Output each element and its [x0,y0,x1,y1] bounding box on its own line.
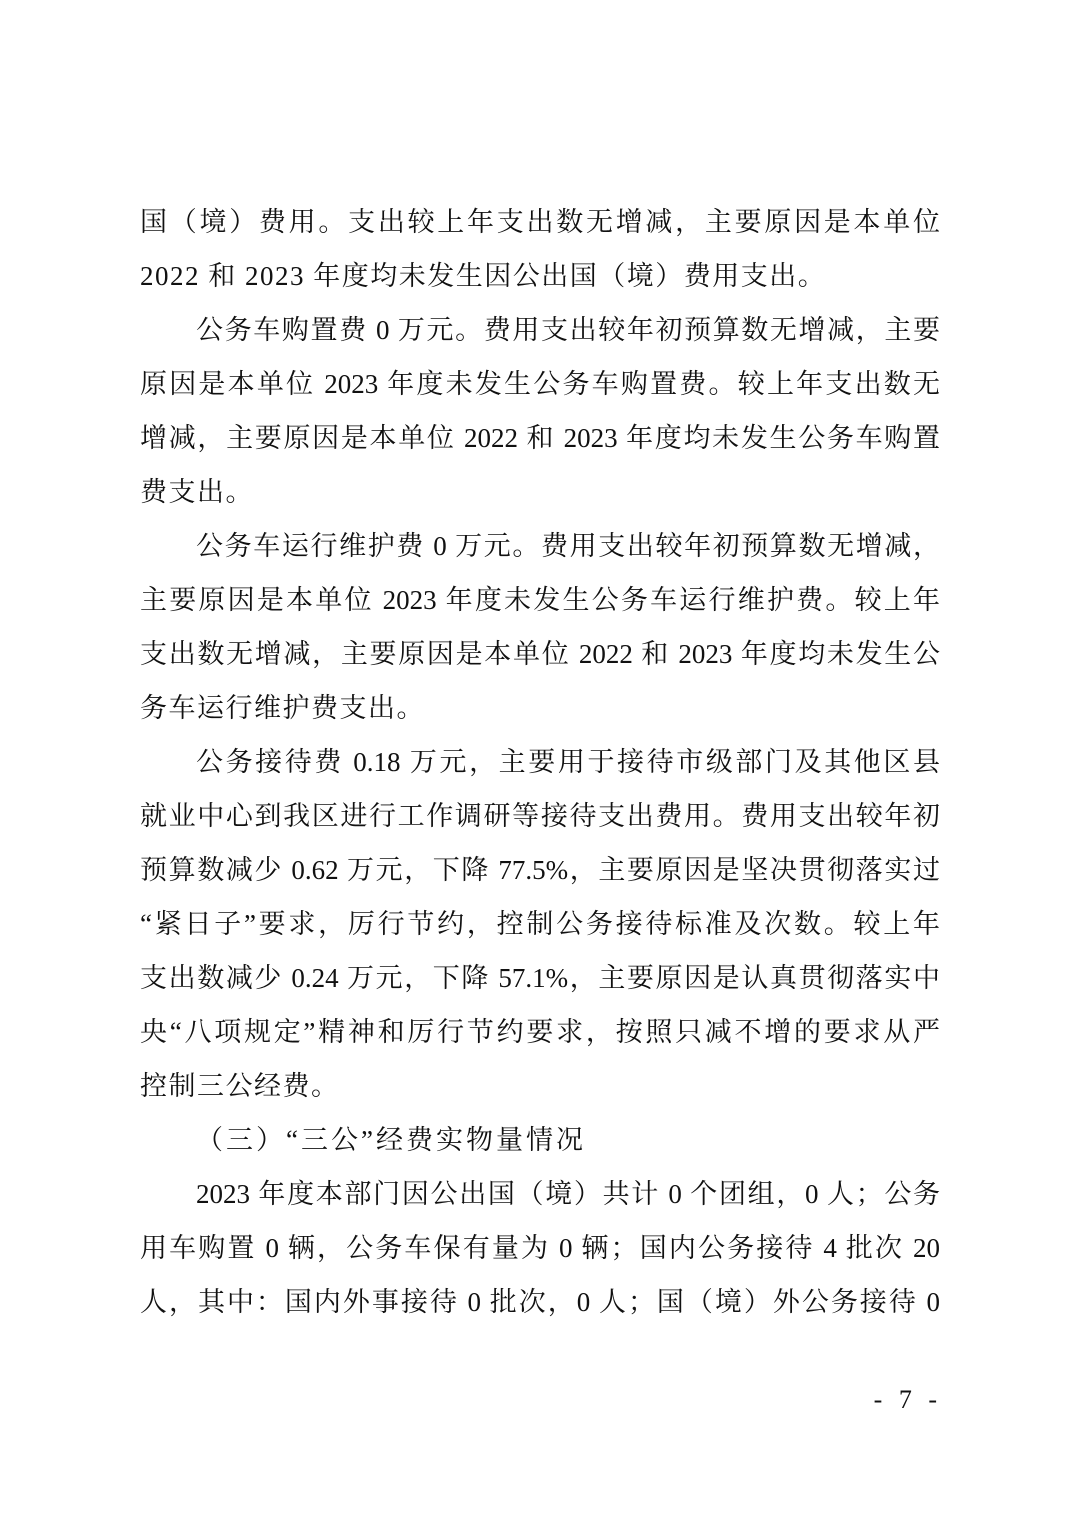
paragraph-line: 就业中心到我区进行工作调研等接待支出费用。费用支出较年初 [140,801,940,831]
paragraph-line: 2022 和 2023 年度均未发生因公出国（境）费用支出。 [140,261,827,291]
paragraph-line: 央“八项规定”精神和厉行节约要求，按照只减不增的要求从严 [140,1017,940,1047]
paragraph-line: 国（境）费用。支出较上年支出数无增减，主要原因是本单位 [140,207,940,237]
paragraph-line: 公务接待费 0.18 万元，主要用于接待市级部门及其他区县 [196,747,940,777]
paragraph-line: 人，其中：国内外事接待 0 批次，0 人；国（境）外公务接待 0 [140,1287,940,1317]
paragraph-line: 支出数无增减，主要原因是本单位 2022 和 2023 年度均未发生公 [140,639,940,669]
paragraph-official-reception [140,735,940,1113]
paragraph-physical-quantities [140,1167,940,1329]
paragraph-line: 预算数减少 0.62 万元，下降 77.5%，主要原因是坚决贯彻落实过 [140,855,940,885]
paragraph-line: 公务车购置费 0 万元。费用支出较年初预算数无增减，主要 [196,315,940,345]
page-number: - 7 - [873,1385,942,1414]
paragraph-line: 原因是本单位 2023 年度未发生公务车购置费。较上年支出数无 [140,369,940,399]
document-body [140,195,940,1329]
paragraph-line: 务车运行维护费支出。 [140,693,425,723]
paragraph-line: 公务车运行维护费 0 万元。费用支出较年初预算数无增减， [196,531,940,561]
paragraph-continued [140,195,940,303]
paragraph-line: “紧日子”要求，厉行节约，控制公务接待标准及次数。较上年 [140,909,940,939]
paragraph-vehicle-maintenance [140,519,940,735]
paragraph-line: 用车购置 0 辆，公务车保有量为 0 辆；国内公务接待 4 批次 20 [140,1233,940,1263]
paragraph-line: 控制三公经费。 [140,1071,340,1101]
paragraph-line: 增减，主要原因是本单位 2022 和 2023 年度均未发生公务车购置 [140,423,940,453]
paragraph-vehicle-purchase [140,303,940,519]
paragraph-line: 费支出。 [140,477,254,507]
paragraph-line: 2023 年度本部门因公出国（境）共计 0 个团组，0 人；公务 [196,1179,940,1209]
paragraph-line: 支出数减少 0.24 万元，下降 57.1%，主要原因是认真贯彻落实中 [140,963,940,993]
section-heading: （三）“三公”经费实物量情况 [196,1125,586,1155]
paragraph-line: 主要原因是本单位 2023 年度未发生公务车运行维护费。较上年 [140,585,940,615]
